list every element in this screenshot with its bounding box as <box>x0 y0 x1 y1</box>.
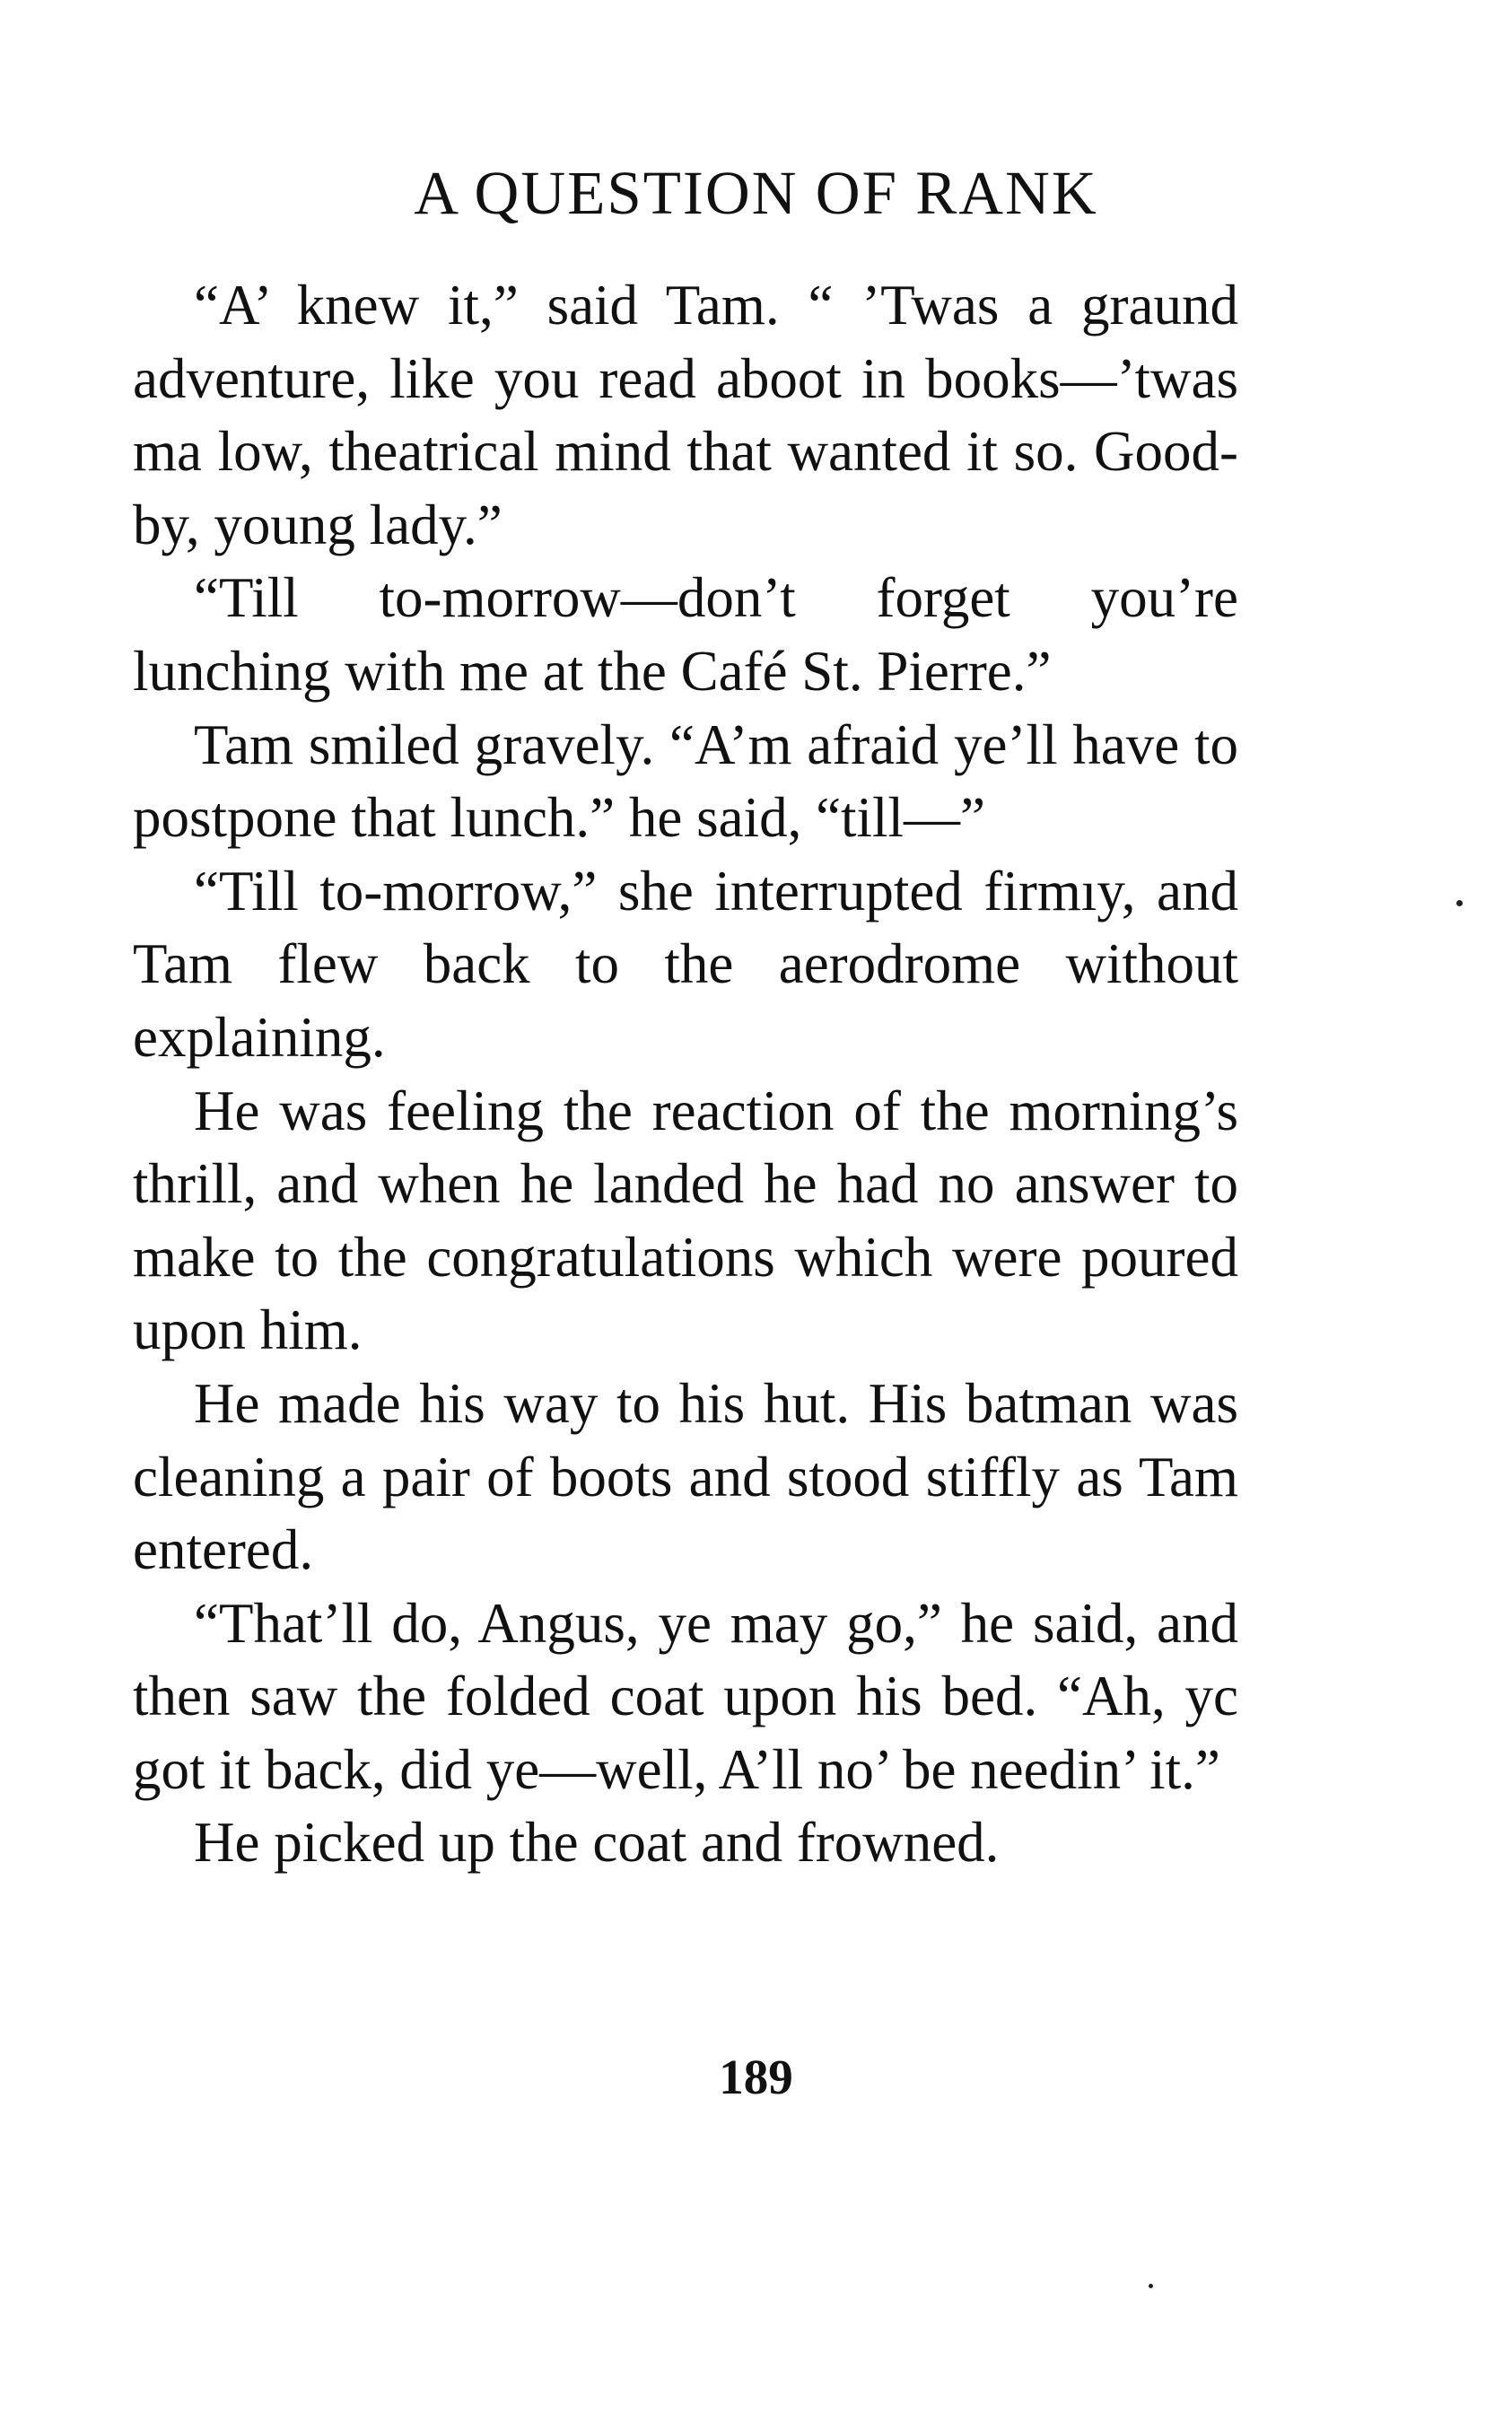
paragraph: He was feeling the reaction of the morning’s thrill, and when he landed he had no answer to make to the congratulations which were poured upon him. <box>133 1079 1238 1362</box>
paragraph: He picked up the coat and frowned. <box>194 1811 1000 1875</box>
running-head: A QUESTION OF RANK <box>414 159 1098 227</box>
body-text <box>133 269 1238 1880</box>
paragraph: “That’ll do, Angus, ye may go,” he said, and then saw the folded coat upon his bed. “Ah, yc got it back, did ye—well, A’ll no’ be needin’ it.” <box>133 1591 1238 1801</box>
paragraph: “Till to-morrow—don’t forget you’re lunching with me at the Café St. Pierre.” <box>133 566 1238 703</box>
paragraph: Tam smiled gravely. “A’m afraid ye’ll have to postpone that lunch.” he said, “till—” <box>133 713 1238 850</box>
scan-speck <box>1149 2284 1153 2288</box>
paragraph: “Till to-morrow,” she interrupted firmıy, and Tam flew back to the aerodrome without explaining. <box>133 859 1238 1069</box>
scan-speck <box>1456 900 1463 906</box>
paragraph: He made his way to his hut. His batman was cleaning a pair of boots and stood stiffly as Tam entered. <box>133 1371 1238 1582</box>
page-number: 189 <box>719 2050 793 2104</box>
paragraph: “A’ knew it,” said Tam. “ ’Twas a graund adventure, like you read aboot in books—’twas ma low, theatrical mind that wanted it so. Good-by, young lady.” <box>133 274 1238 556</box>
